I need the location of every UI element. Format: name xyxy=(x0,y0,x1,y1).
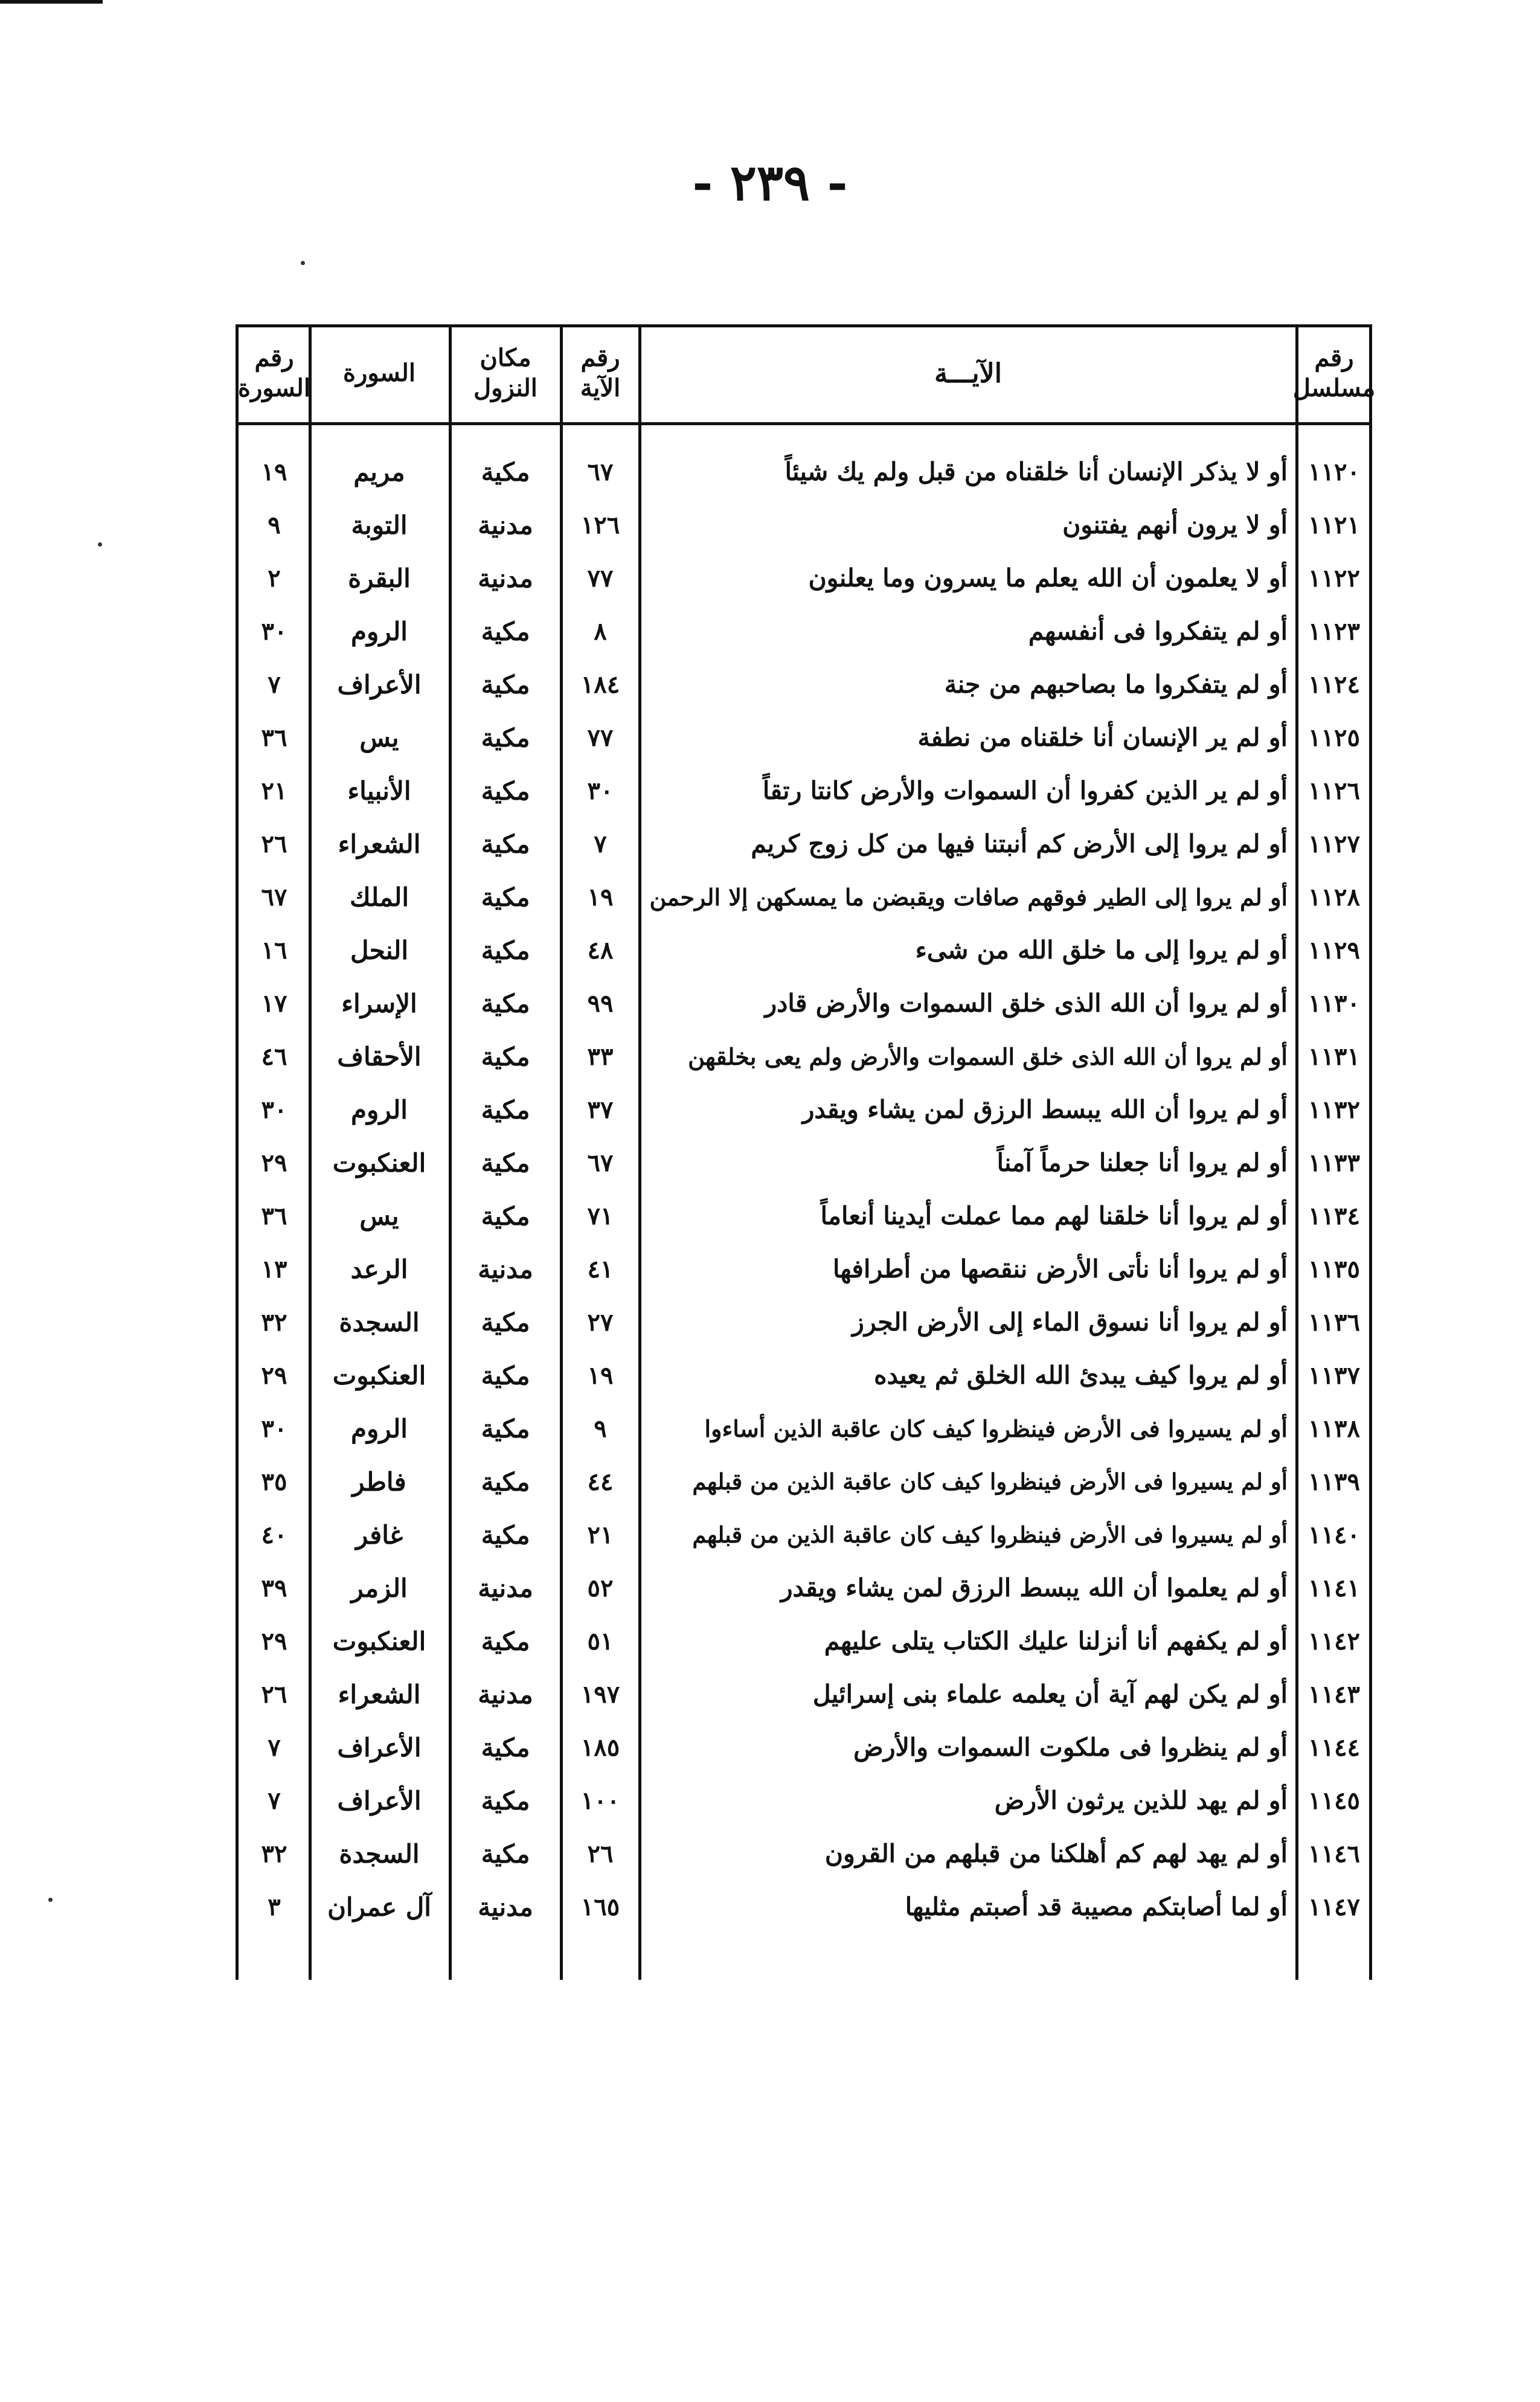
surah-number-cell: ٢٩ xyxy=(261,1148,287,1177)
place-cell: مكية xyxy=(481,1201,530,1231)
surah-cell: الأحقاف xyxy=(337,1041,422,1071)
header-place-line2: النزول xyxy=(473,374,537,402)
place-cell: مكية xyxy=(481,1838,530,1869)
header-surah-number-line1: رقم xyxy=(254,344,294,372)
ayah-cell: أو لم يروا إلى ما خلق الله من شىء xyxy=(915,936,1288,965)
table-row xyxy=(236,1774,1372,1827)
ayah-number-cell: ١٨٥ xyxy=(580,1733,620,1762)
serial-cell: ١١٣٦ xyxy=(1308,1308,1360,1337)
ayah-index-table xyxy=(236,324,1376,1980)
surah-number-cell: ٢٩ xyxy=(261,1361,287,1390)
surah-number-cell: ٩ xyxy=(268,510,281,539)
ayah-cell: أو لم يتفكروا ما بصاحبهم من جنة xyxy=(944,670,1288,699)
ayah-cell: أو لم يروا كيف يبدئ الله الخلق ثم يعيده xyxy=(874,1361,1288,1390)
surah-number-cell: ٣٥ xyxy=(261,1467,287,1496)
surah-cell: يس xyxy=(359,1201,399,1231)
ayah-cell: أو لم يروا إلى الأرض كم أنبتنا فيها من كل زوج كريم xyxy=(751,829,1288,858)
place-cell: مكية xyxy=(481,616,530,646)
place-cell: مكية xyxy=(481,1094,530,1125)
ayah-cell: أو لم يروا أنا جعلنا حرماً آمناً xyxy=(996,1148,1288,1177)
surah-cell: الروم xyxy=(351,616,408,646)
surah-cell: العنكبوت xyxy=(332,1360,426,1390)
place-cell: مكية xyxy=(481,1466,530,1497)
place-cell: مكية xyxy=(481,1732,530,1762)
table-row xyxy=(236,445,1372,498)
serial-cell: ١١٣١ xyxy=(1308,1042,1360,1071)
surah-number-cell: ٧ xyxy=(268,1733,281,1762)
header-ayah-number xyxy=(563,324,638,422)
ayah-number-cell: ١٦٥ xyxy=(580,1892,620,1921)
place-cell: مكية xyxy=(481,1041,530,1071)
ayah-cell: أو لا يرون أنهم يفتنون xyxy=(1062,510,1288,539)
surah-number-cell: ٣٢ xyxy=(261,1839,287,1868)
surah-number-cell: ٢٦ xyxy=(261,829,287,858)
header-ayah-number-line1: رقم xyxy=(580,344,620,372)
serial-cell: ١١٤٠ xyxy=(1308,1520,1360,1549)
table-row xyxy=(236,817,1372,870)
ayah-cell: أو لم يهد لهم كم أهلكنا من قبلهم من القرون xyxy=(824,1839,1288,1868)
table-row xyxy=(236,551,1372,605)
surah-cell: السجدة xyxy=(339,1307,420,1337)
ayah-cell: أو لم يعلموا أن الله يبسط الرزق لمن يشاء ويقدر xyxy=(780,1573,1288,1602)
ayah-cell: أو لم يهد للذين يرثون الأرض xyxy=(994,1786,1288,1815)
place-cell: مكية xyxy=(481,1785,530,1816)
serial-cell: ١١٢٨ xyxy=(1308,882,1360,911)
ayah-cell: أو لم يروا أن الله الذى خلق السموات والأرض قادر xyxy=(765,989,1288,1018)
serial-cell: ١١٢٧ xyxy=(1308,829,1360,858)
table-row xyxy=(236,711,1372,764)
surah-number-cell: ٢١ xyxy=(261,776,287,805)
surah-cell: الرعد xyxy=(350,1254,408,1284)
ayah-cell: أو لم يروا أن الله يبسط الرزق لمن يشاء ويقدر xyxy=(802,1095,1288,1124)
ayah-cell: أو لم يسيروا فى الأرض فينظروا كيف كان عاقبة الذين من قبلهم xyxy=(692,1468,1288,1495)
serial-cell: ١١٢١ xyxy=(1308,510,1360,539)
ayah-number-cell: ١٠٠ xyxy=(580,1786,620,1815)
surah-number-cell: ٣٦ xyxy=(261,723,287,752)
surah-cell: غافر xyxy=(356,1520,403,1550)
table-row xyxy=(236,923,1372,977)
table-row xyxy=(236,1030,1372,1083)
ayah-cell: أو لا يذكر الإنسان أنا خلقناه من قبل ولم يك شيئاً xyxy=(784,457,1288,486)
place-cell: مكية xyxy=(481,988,530,1018)
surah-cell: الأعراف xyxy=(337,1785,422,1816)
ayah-cell: أو لم يروا أنا خلقنا لهم مما عملت أيدينا أنعاماً xyxy=(820,1201,1288,1230)
top-edge-line xyxy=(0,0,103,4)
place-cell: مكية xyxy=(481,1360,530,1390)
table-row xyxy=(236,1561,1372,1614)
serial-cell: ١١٣٢ xyxy=(1308,1095,1360,1124)
header-serial-line2: مسلسل xyxy=(1292,374,1376,402)
surah-number-cell: ٣٠ xyxy=(261,617,287,646)
header-surah-number xyxy=(240,324,308,422)
surah-number-cell: ٣٠ xyxy=(261,1095,287,1124)
surah-number-cell: ٣ xyxy=(268,1892,281,1921)
surah-number-cell: ٣٠ xyxy=(261,1414,287,1443)
serial-cell: ١١٢٠ xyxy=(1308,457,1360,486)
ayah-number-cell: ٤٤ xyxy=(587,1467,614,1496)
table-row xyxy=(236,1827,1372,1880)
table-row xyxy=(236,1668,1372,1721)
place-cell: مكية xyxy=(481,1307,530,1337)
surah-number-cell: ٤٠ xyxy=(261,1520,287,1549)
ayah-number-cell: ١٩٧ xyxy=(580,1680,620,1709)
surah-number-cell: ٣٦ xyxy=(261,1201,287,1230)
scan-speck xyxy=(48,1898,53,1902)
table-row xyxy=(236,1455,1372,1508)
serial-cell: ١١٤٣ xyxy=(1308,1680,1360,1709)
table-row xyxy=(236,1242,1372,1296)
header-surah xyxy=(310,324,448,422)
place-cell: مكية xyxy=(481,1148,530,1178)
ayah-number-cell: ٤١ xyxy=(587,1254,614,1283)
surah-cell: الزمر xyxy=(351,1573,408,1603)
ayah-number-cell: ٤٨ xyxy=(587,936,614,965)
surah-cell: الأعراف xyxy=(337,1732,422,1762)
surah-cell: الروم xyxy=(351,1094,408,1125)
ayah-number-cell: ١٢٦ xyxy=(580,510,620,539)
table-row xyxy=(236,977,1372,1030)
header-ayah xyxy=(641,324,1295,422)
ayah-number-cell: ٨ xyxy=(594,617,607,646)
place-cell: مكية xyxy=(481,1413,530,1443)
header-bottom-rule xyxy=(236,422,1372,425)
header-place xyxy=(452,324,559,422)
surah-cell: الإسراء xyxy=(341,988,417,1018)
surah-number-cell: ٦٧ xyxy=(261,882,287,911)
place-cell: مكية xyxy=(481,882,530,912)
ayah-number-cell: ٧ xyxy=(594,829,607,858)
table-row xyxy=(236,764,1372,817)
surah-cell: السجدة xyxy=(339,1838,420,1869)
ayah-cell: أو لم يروا أنا نأتى الأرض ننقصها من أطرافها xyxy=(833,1254,1288,1283)
ayah-number-cell: ١٨٤ xyxy=(580,670,620,699)
place-cell: مكية xyxy=(481,722,530,753)
ayah-number-cell: ٢٦ xyxy=(587,1839,614,1868)
header-serial-line1: رقم xyxy=(1314,344,1354,372)
table-row xyxy=(236,1721,1372,1774)
header-serial xyxy=(1292,324,1376,422)
surah-cell: العنكبوت xyxy=(332,1148,426,1178)
page-number: - ٢٣٩ - xyxy=(692,154,848,212)
ayah-cell: أو لم يتفكروا فى أنفسهم xyxy=(1028,617,1288,646)
place-cell: مكية xyxy=(481,829,530,859)
place-cell: مدنية xyxy=(478,563,533,593)
surah-cell: يس xyxy=(359,722,399,753)
serial-cell: ١١٣٤ xyxy=(1308,1201,1360,1230)
surah-number-cell: ١٦ xyxy=(261,936,287,965)
ayah-cell: أو لم يكفهم أنا أنزلنا عليك الكتاب يتلى عليهم xyxy=(824,1626,1288,1655)
place-cell: مكية xyxy=(481,1520,530,1550)
ayah-cell: أو لم ينظروا فى ملكوت السموات والأرض xyxy=(853,1733,1288,1762)
ayah-number-cell: ٦٧ xyxy=(587,457,614,486)
ayah-number-cell: ١٩ xyxy=(587,882,614,911)
ayah-number-cell: ٧١ xyxy=(587,1201,614,1230)
ayah-cell: أو لم يسيروا فى الأرض فينظروا كيف كان عاقبة الذين أساءوا xyxy=(704,1415,1288,1442)
serial-cell: ١١٢٣ xyxy=(1308,617,1360,646)
serial-cell: ١١٣٧ xyxy=(1308,1361,1360,1390)
ayah-number-cell: ١٩ xyxy=(587,1361,614,1390)
ayah-number-cell: ٣٠ xyxy=(587,776,614,805)
place-cell: مدنية xyxy=(478,1573,533,1603)
ayah-number-cell: ٦٧ xyxy=(587,1148,614,1177)
header-place-line1: مكان xyxy=(480,344,531,372)
ayah-number-cell: ٢٧ xyxy=(587,1308,614,1337)
place-cell: مدنية xyxy=(478,1254,533,1284)
ayah-number-cell: ٣٣ xyxy=(587,1042,614,1071)
scan-speck xyxy=(301,261,305,265)
ayah-number-cell: ٣٧ xyxy=(587,1095,614,1124)
serial-cell: ١١٢٢ xyxy=(1308,564,1360,592)
serial-cell: ١١٣٨ xyxy=(1308,1414,1360,1443)
place-cell: مكية xyxy=(481,776,530,806)
serial-cell: ١١٤٥ xyxy=(1308,1786,1360,1815)
scan-speck xyxy=(98,542,102,547)
surah-cell: النحل xyxy=(350,935,409,965)
surah-number-cell: ٢٦ xyxy=(261,1680,287,1709)
ayah-cell: أو لم يسيروا فى الأرض فينظروا كيف كان عاقبة الذين من قبلهم xyxy=(692,1521,1288,1548)
surah-cell: العنكبوت xyxy=(332,1626,426,1656)
surah-cell: البقرة xyxy=(348,563,411,593)
surah-cell: الأنبياء xyxy=(347,776,411,806)
ayah-cell: أو لم يروا إلى الطير فوقهم صافات ويقبضن ما يمسكهن إلا الرحمن xyxy=(649,883,1288,911)
ayah-cell: أو لم يكن لهم آية أن يعلمه علماء بنى إسرائيل xyxy=(812,1680,1288,1709)
table-row xyxy=(236,498,1372,551)
serial-cell: ١١٤٢ xyxy=(1308,1626,1360,1655)
surah-cell: الملك xyxy=(349,882,409,912)
surah-cell: الشعراء xyxy=(338,1679,421,1709)
ayah-cell: أو لما أصابتكم مصيبة قد أصبتم مثليها xyxy=(905,1892,1288,1921)
surah-cell: الروم xyxy=(351,1413,408,1443)
ayah-number-cell: ٧٧ xyxy=(587,564,614,592)
surah-number-cell: ٣٩ xyxy=(261,1573,287,1602)
table-row xyxy=(236,1083,1372,1136)
table-row xyxy=(236,1402,1372,1455)
header-ayah-number-line2: الآية xyxy=(580,374,621,402)
header-ayah-label: الآيـــة xyxy=(934,358,1002,389)
serial-cell: ١١٤٦ xyxy=(1308,1839,1360,1868)
ayah-cell: أو لم ير الإنسان أنا خلقناه من نطفة xyxy=(917,723,1288,752)
ayah-number-cell: ٩ xyxy=(594,1414,607,1443)
surah-cell: الأعراف xyxy=(337,669,422,699)
ayah-number-cell: ٥١ xyxy=(587,1626,614,1655)
surah-number-cell: ٧ xyxy=(268,670,281,699)
serial-cell: ١١٤١ xyxy=(1308,1573,1360,1602)
serial-cell: ١١٤٤ xyxy=(1308,1733,1360,1762)
table-row xyxy=(236,1614,1372,1668)
serial-cell: ١١٢٤ xyxy=(1308,670,1360,699)
serial-cell: ١١٣٩ xyxy=(1308,1467,1360,1496)
place-cell: مكية xyxy=(481,1626,530,1656)
surah-number-cell: ٧ xyxy=(268,1786,281,1815)
surah-number-cell: ٢٩ xyxy=(261,1626,287,1655)
table-row xyxy=(236,1508,1372,1561)
table-row xyxy=(236,605,1372,658)
surah-cell: مريم xyxy=(353,457,405,487)
serial-cell: ١١٤٧ xyxy=(1308,1892,1360,1921)
surah-cell: فاطر xyxy=(352,1466,406,1497)
ayah-number-cell: ٢١ xyxy=(587,1520,614,1549)
serial-cell: ١١٢٥ xyxy=(1308,723,1360,752)
surah-cell: آل عمران xyxy=(327,1892,431,1922)
table-row xyxy=(236,1189,1372,1242)
place-cell: مكية xyxy=(481,457,530,487)
ayah-number-cell: ٩٩ xyxy=(587,989,614,1018)
surah-cell: التوبة xyxy=(351,510,408,540)
header-surah-label: السورة xyxy=(343,359,415,387)
surah-number-cell: ١٣ xyxy=(261,1254,287,1283)
place-cell: مدنية xyxy=(478,1892,533,1922)
serial-cell: ١١٣٣ xyxy=(1308,1148,1360,1177)
ayah-cell: أو لم يروا أنا نسوق الماء إلى الأرض الجرز xyxy=(852,1308,1288,1337)
place-cell: مدنية xyxy=(478,1679,533,1709)
surah-number-cell: ١٩ xyxy=(261,457,287,486)
place-cell: مكية xyxy=(481,669,530,699)
table-row xyxy=(236,658,1372,711)
surah-cell: الشعراء xyxy=(338,829,421,859)
ayah-cell: أو لم يروا أن الله الذى خلق السموات والأرض ولم يعى بخلقهن xyxy=(688,1042,1288,1070)
place-cell: مدنية xyxy=(478,510,533,540)
ayah-cell: أو لم ير الذين كفروا أن السموات والأرض كانتا رتقاً xyxy=(762,776,1288,805)
place-cell: مكية xyxy=(481,935,530,965)
table-row xyxy=(236,1880,1372,1933)
table-row xyxy=(236,1349,1372,1402)
table-row xyxy=(236,870,1372,923)
surah-number-cell: ٣٢ xyxy=(261,1308,287,1337)
serial-cell: ١١٣٥ xyxy=(1308,1254,1360,1283)
serial-cell: ١١٢٩ xyxy=(1308,936,1360,965)
table-row xyxy=(236,1136,1372,1189)
serial-cell: ١١٣٠ xyxy=(1308,989,1360,1018)
ayah-number-cell: ٧٧ xyxy=(587,723,614,752)
ayah-cell: أو لا يعلمون أن الله يعلم ما يسرون وما يعلنون xyxy=(808,564,1288,592)
header-surah-number-line2: السورة xyxy=(238,374,310,402)
serial-cell: ١١٢٦ xyxy=(1308,776,1360,805)
surah-number-cell: ١٧ xyxy=(261,989,287,1018)
ayah-number-cell: ٥٢ xyxy=(587,1573,614,1602)
surah-number-cell: ٢ xyxy=(268,564,281,592)
surah-number-cell: ٤٦ xyxy=(261,1042,287,1071)
table-row xyxy=(236,1296,1372,1349)
